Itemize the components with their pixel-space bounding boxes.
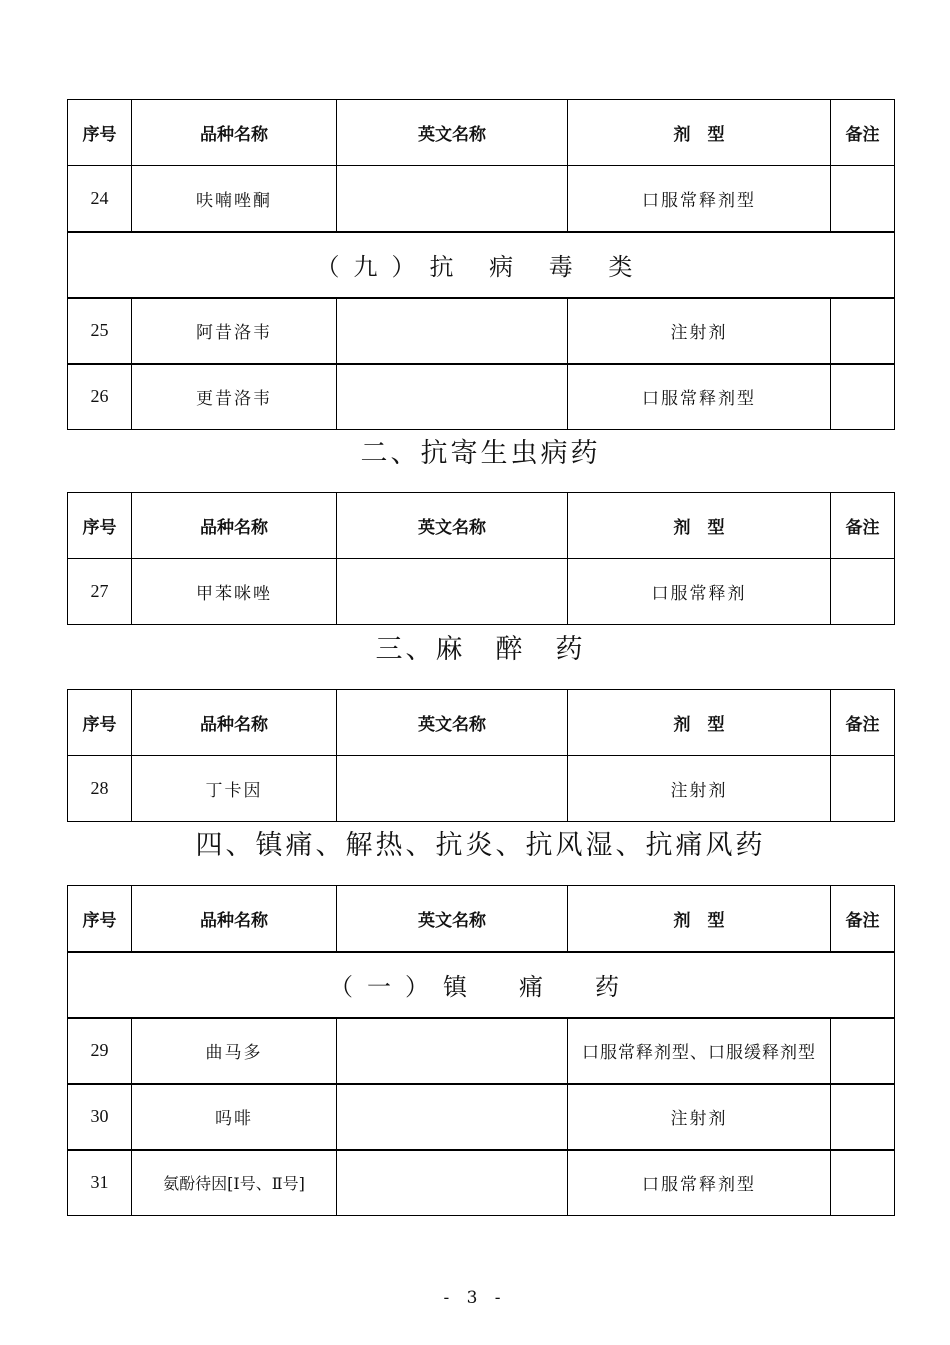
header-note: 备注 bbox=[831, 690, 895, 756]
row-english-name bbox=[337, 166, 568, 232]
table-row bbox=[68, 1018, 895, 1084]
table-row bbox=[68, 364, 895, 430]
category-subheading: （一）镇 痛 药 bbox=[68, 952, 895, 1018]
row-serial: 26 bbox=[68, 364, 132, 430]
header-form: 剂 型 bbox=[568, 886, 831, 952]
category-subheading: （九）抗 病 毒 类 bbox=[68, 232, 895, 298]
header-name: 品种名称 bbox=[132, 100, 337, 166]
row-note bbox=[831, 364, 895, 430]
row-dosage-form: 口服常释剂型 bbox=[568, 364, 831, 430]
drug-table-4 bbox=[67, 885, 895, 1216]
table-block-4 bbox=[67, 885, 894, 1216]
row-english-name bbox=[337, 298, 568, 364]
header-form: 剂 型 bbox=[568, 493, 831, 559]
table-row bbox=[68, 166, 895, 232]
row-english-name bbox=[337, 1084, 568, 1150]
row-english-name bbox=[337, 364, 568, 430]
row-dosage-form: 口服常释剂型 bbox=[568, 1150, 831, 1216]
row-note bbox=[831, 756, 895, 822]
row-note bbox=[831, 298, 895, 364]
row-drug-name: 氨酚待因[Ⅰ号、Ⅱ号] bbox=[132, 1150, 337, 1216]
row-dosage-form: 注射剂 bbox=[568, 1084, 831, 1150]
row-serial: 29 bbox=[68, 1018, 132, 1084]
row-note bbox=[831, 1018, 895, 1084]
drug-table-2 bbox=[67, 492, 895, 625]
table-row bbox=[68, 298, 895, 364]
header-note: 备注 bbox=[831, 493, 895, 559]
row-dosage-form: 口服常释剂型、口服缓释剂型 bbox=[568, 1018, 831, 1084]
row-english-name bbox=[337, 756, 568, 822]
header-name: 品种名称 bbox=[132, 493, 337, 559]
row-note bbox=[831, 166, 895, 232]
table-block-3 bbox=[67, 689, 894, 822]
page-number: - 3 - bbox=[443, 1288, 507, 1308]
row-drug-name: 呋喃唑酮 bbox=[132, 166, 337, 232]
subheading-row bbox=[68, 232, 895, 298]
header-note: 备注 bbox=[831, 100, 895, 166]
header-serial: 序号 bbox=[68, 493, 132, 559]
table-block-2 bbox=[67, 492, 894, 625]
section-heading-analgesics: 四、镇痛、解热、抗炎、抗风湿、抗痛风药 bbox=[195, 830, 766, 861]
row-english-name bbox=[337, 1018, 568, 1084]
row-dosage-form: 口服常释剂型 bbox=[568, 166, 831, 232]
row-english-name bbox=[337, 559, 568, 625]
row-english-name bbox=[337, 1150, 568, 1216]
table-row bbox=[68, 559, 895, 625]
row-note bbox=[831, 1150, 895, 1216]
row-serial: 28 bbox=[68, 756, 132, 822]
row-dosage-form: 口服常释剂 bbox=[568, 559, 831, 625]
row-drug-name: 丁卡因 bbox=[132, 756, 337, 822]
header-english: 英文名称 bbox=[337, 690, 568, 756]
section-heading-antiparasitic: 二、抗寄生虫病药 bbox=[360, 438, 601, 469]
header-note: 备注 bbox=[831, 886, 895, 952]
row-serial: 30 bbox=[68, 1084, 132, 1150]
table-header-row bbox=[68, 886, 895, 952]
table-row bbox=[68, 756, 895, 822]
row-drug-name: 阿昔洛韦 bbox=[132, 298, 337, 364]
row-serial: 31 bbox=[68, 1150, 132, 1216]
row-serial: 24 bbox=[68, 166, 132, 232]
header-serial: 序号 bbox=[68, 100, 132, 166]
row-note bbox=[831, 559, 895, 625]
row-drug-name: 更昔洛韦 bbox=[132, 364, 337, 430]
row-dosage-form: 注射剂 bbox=[568, 298, 831, 364]
subheading-row bbox=[68, 952, 895, 1018]
header-name: 品种名称 bbox=[132, 690, 337, 756]
table-header-row bbox=[68, 493, 895, 559]
row-drug-name: 吗啡 bbox=[132, 1084, 337, 1150]
header-name: 品种名称 bbox=[132, 886, 337, 952]
header-english: 英文名称 bbox=[337, 493, 568, 559]
table-row bbox=[68, 1150, 895, 1216]
header-english: 英文名称 bbox=[337, 886, 568, 952]
row-drug-name: 曲马多 bbox=[132, 1018, 337, 1084]
table-header-row bbox=[68, 690, 895, 756]
table-header-row bbox=[68, 100, 895, 166]
drug-table-3 bbox=[67, 689, 895, 822]
row-note bbox=[831, 1084, 895, 1150]
header-form: 剂 型 bbox=[568, 690, 831, 756]
table-block-1 bbox=[67, 99, 894, 430]
header-english: 英文名称 bbox=[337, 100, 568, 166]
row-drug-name: 甲苯咪唑 bbox=[132, 559, 337, 625]
row-serial: 27 bbox=[68, 559, 132, 625]
header-serial: 序号 bbox=[68, 886, 132, 952]
row-dosage-form: 注射剂 bbox=[568, 756, 831, 822]
header-serial: 序号 bbox=[68, 690, 132, 756]
row-serial: 25 bbox=[68, 298, 132, 364]
section-heading-anesthetics: 三、麻 醉 药 bbox=[375, 634, 586, 665]
header-form: 剂 型 bbox=[568, 100, 831, 166]
table-row bbox=[68, 1084, 895, 1150]
drug-table-1 bbox=[67, 99, 895, 430]
